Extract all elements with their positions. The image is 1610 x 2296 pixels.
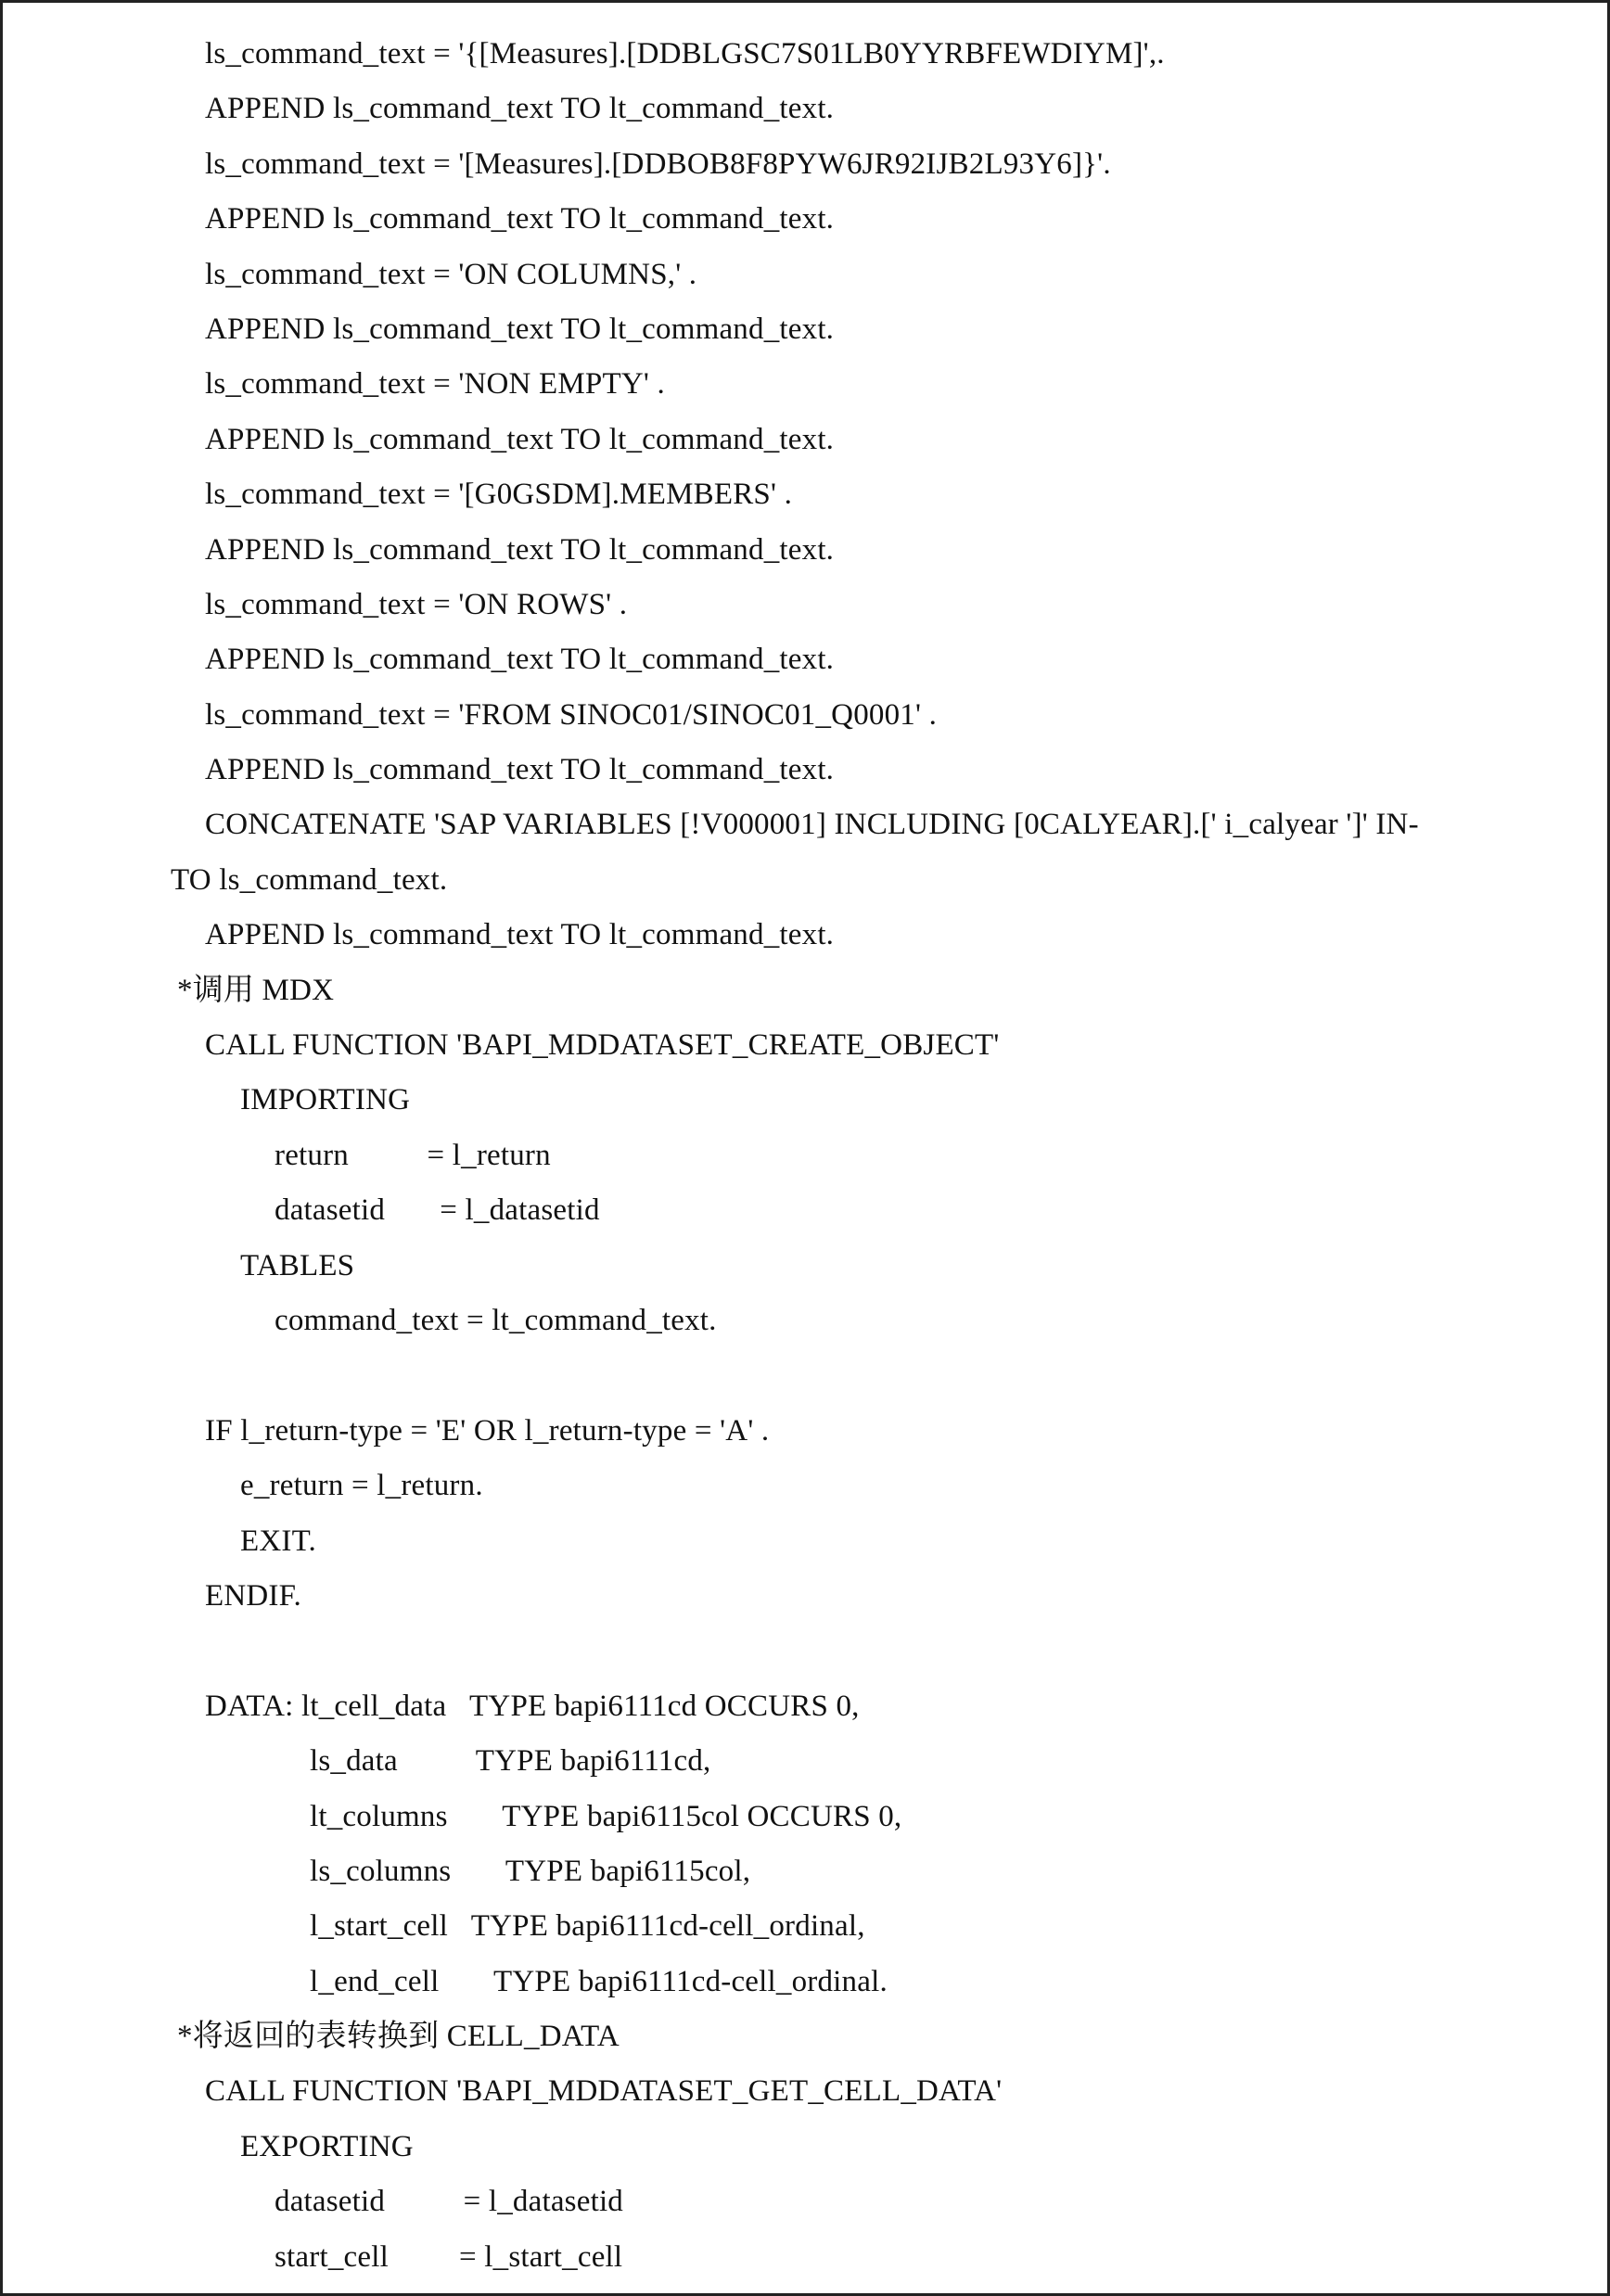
- code-line: datasetid = l_datasetid: [275, 1193, 600, 1228]
- blank-line: [3, 1348, 1610, 1403]
- code-line: return = l_return: [275, 1138, 551, 1172]
- code-line: ls_command_text = 'ON ROWS' .: [205, 587, 628, 621]
- code-line: ls_command_text = '{[Measures].[DDBLGSC7S01LB0YYRBFEWDIYM]',.: [205, 37, 1165, 70]
- code-line: l_end_cell TYPE bapi6111cd-cell_ordinal.: [310, 1964, 888, 1998]
- code-line: APPEND ls_command_text TO lt_command_text.: [205, 422, 835, 456]
- code-line: EXPORTING: [240, 2129, 414, 2163]
- code-line: APPEND ls_command_text TO lt_command_text.: [205, 202, 835, 236]
- code-line: TO ls_command_text.: [171, 862, 448, 897]
- blank-line: [3, 1624, 1610, 1678]
- comment-line: *将返回的表转换到 CELL_DATA: [177, 2020, 620, 2054]
- code-line: APPEND ls_command_text TO lt_command_text.: [205, 643, 835, 677]
- code-line: command_text = lt_command_text.: [275, 1303, 717, 1337]
- code-line: APPEND ls_command_text TO lt_command_text.: [205, 312, 835, 346]
- code-line: APPEND ls_command_text TO lt_command_text.: [205, 92, 835, 126]
- code-line: CONCATENATE 'SAP VARIABLES [!V000001] INCLUDING [0CALYEAR].[' i_calyear ']' IN-: [205, 808, 1419, 842]
- code-line: APPEND ls_command_text TO lt_command_text.: [205, 918, 835, 952]
- code-line: ENDIF.: [205, 1578, 301, 1613]
- code-line: start_cell = l_start_cell: [275, 2239, 623, 2274]
- code-line: e_return = l_return.: [240, 1469, 483, 1503]
- code-line: ls_command_text = 'FROM SINOC01/SINOC01_Q0001' .: [205, 697, 938, 732]
- code-line: ls_command_text = '[G0GSDM].MEMBERS' .: [205, 478, 793, 512]
- code-line: ls_data TYPE bapi6111cd,: [310, 1744, 711, 1779]
- code-line: TABLES: [240, 1248, 355, 1282]
- code-line: CALL FUNCTION 'BAPI_MDDATASET_CREATE_OBJECT': [205, 1028, 1000, 1063]
- comment-line: *调用 MDX: [177, 973, 335, 1007]
- code-line: IMPORTING: [240, 1083, 411, 1117]
- code-line: APPEND ls_command_text TO lt_command_text.: [205, 532, 835, 567]
- code-line: ls_columns TYPE bapi6115col,: [310, 1854, 751, 1888]
- code-line: EXIT.: [240, 1524, 316, 1558]
- code-listing: [3, 27, 1610, 2285]
- code-line: ls_command_text = '[Measures].[DDBOB8F8PYW6JR92IJB2L93Y6]}'.: [205, 147, 1111, 181]
- code-line: CALL FUNCTION 'BAPI_MDDATASET_GET_CELL_DATA': [205, 2074, 1003, 2109]
- code-line: IF l_return-type = 'E' OR l_return-type = 'A' .: [205, 1413, 770, 1448]
- code-line: ls_command_text = 'NON EMPTY' .: [205, 367, 665, 402]
- code-line: l_start_cell TYPE bapi6111cd-cell_ordinal,: [310, 1909, 865, 1944]
- code-line: ls_command_text = 'ON COLUMNS,' .: [205, 257, 697, 291]
- code-line: lt_columns TYPE bapi6115col OCCURS 0,: [310, 1799, 902, 1833]
- code-line: datasetid = l_datasetid: [275, 2185, 624, 2219]
- code-line: APPEND ls_command_text TO lt_command_text.: [205, 753, 835, 787]
- code-line: DATA: lt_cell_data TYPE bapi6111cd OCCURS 0,: [205, 1689, 860, 1723]
